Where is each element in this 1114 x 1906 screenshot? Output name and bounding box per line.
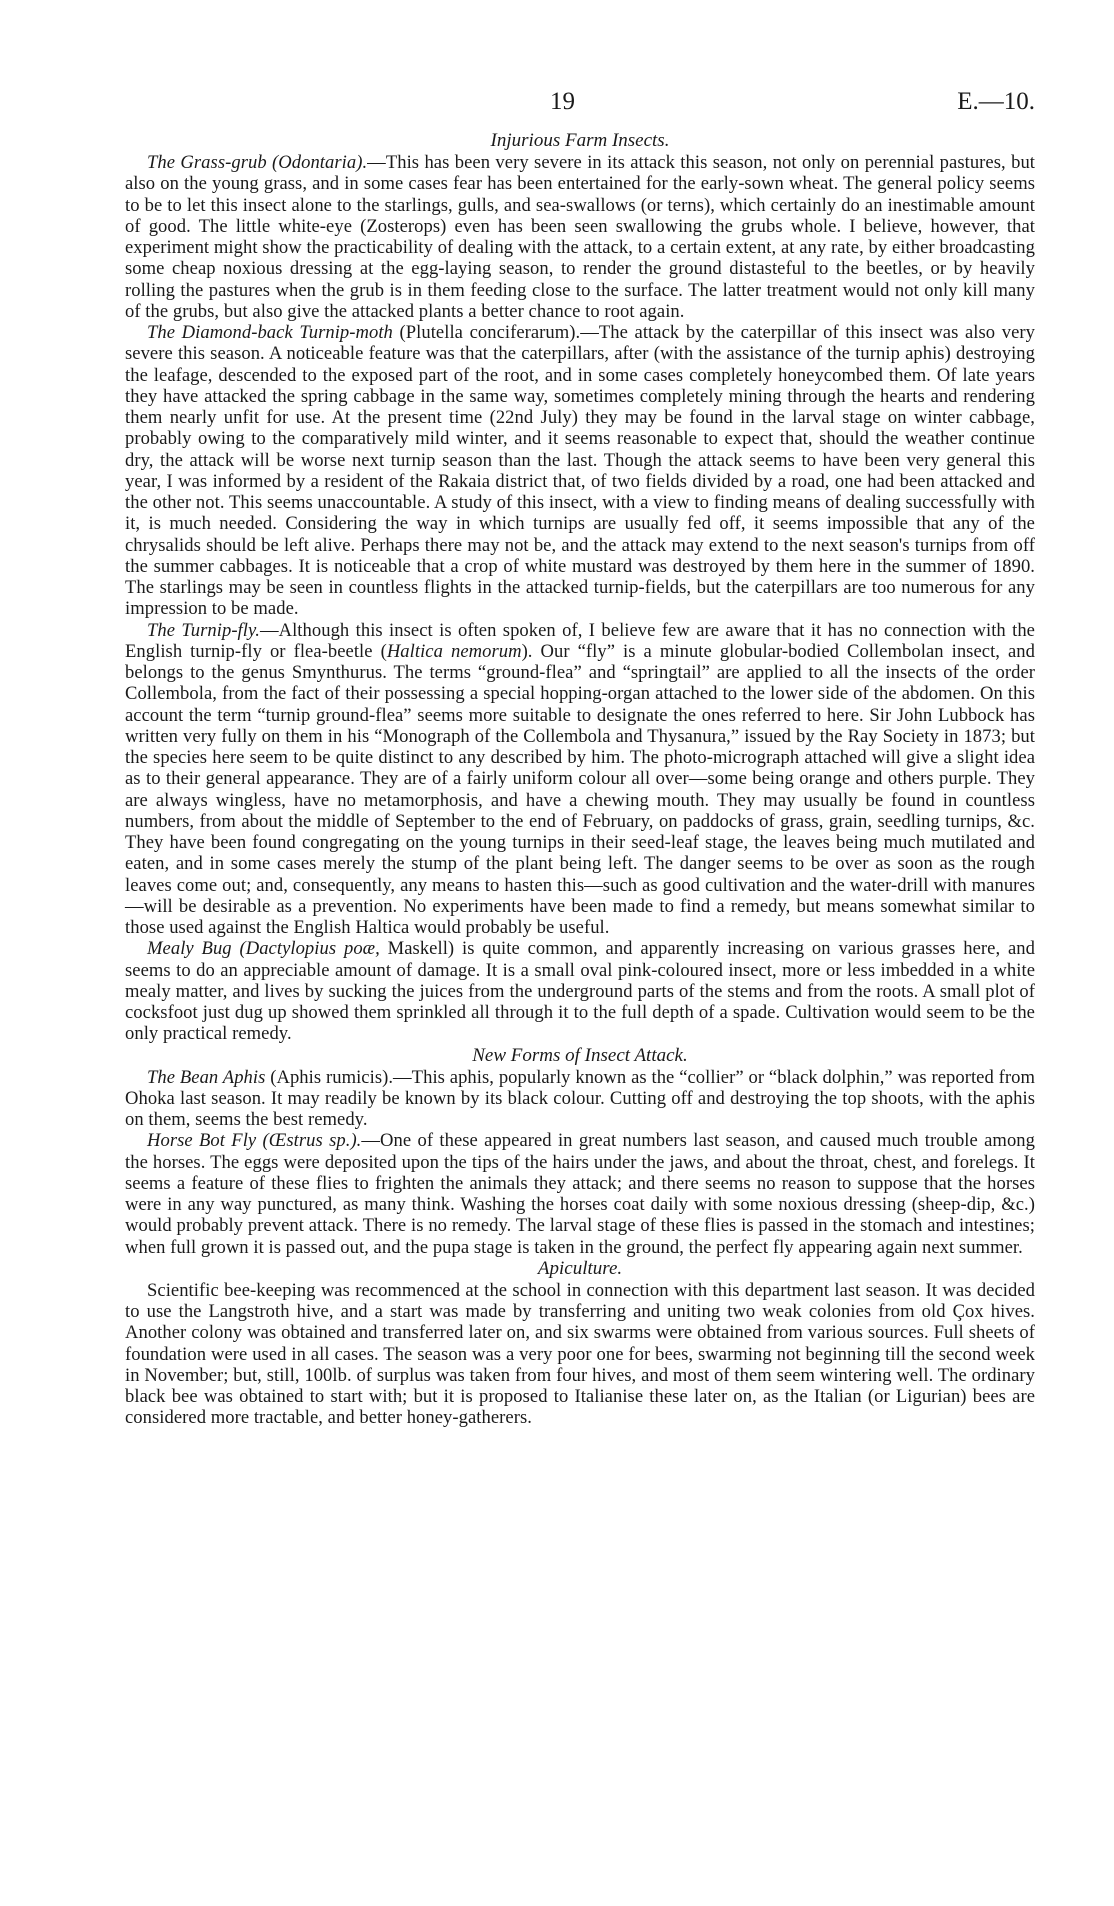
bot-fly-heading: Horse Bot Fly (Œstrus sp.).	[147, 1130, 362, 1152]
bot-fly-text: —One of these appeared in great numbers last season, and caused much trouble among the horses. The eggs were deposited upon the tips of the hairs under the jaws, and about the throat, chest, and forelegs. It seems a feature of these flies to frighten the animals they attack; and there seems no reason to suppose that the horses were in any way punctured, as many think. Washing the horses coat daily with some noxious dressing (sheep-dip, &c.) would probably prevent attack. There is no remedy. The larval stage of these flies is passed in the stomach and intestines; when full grown it is passed out, and the pupa stage is taken in the ground, the perfect fly appearing again next summer.	[125, 1130, 1035, 1258]
paragraph-grass-grub	[125, 152, 1035, 322]
diamond-back-text: (Plutella conciferarum).—The attack by the caterpillar of this insect was also very severe this season. A noticeable feature was that the caterpillars, after (with the assistance of the turnip aphis) destroying the leafage, descended to the exposed part of the root, and in some cases completely honeycombed them. Of late years they have attacked the spring cabbage in the same way, sometimes completely mining through the hearts and rendering them nearly unfit for use. At the present time (22nd July) they may be found in the larval stage on winter cabbage, probably owing to the comparatively mild winter, and it seems reasonable to expect that, should the weather continue dry, the attack will be worse next turnip season than the last. Though the attack seems to have been very general this year, I was informed by a resident of the Rakaia district that, of two fields divided by a road, one had been attacked and the other not. This seems unaccountable. A study of this insect, with a view to finding means of dealing successfully with it, is much needed. Considering the way in which turnips are usually fed off, it seems impossible that any of the chrysalids should be left alive. Perhaps there may not be, and the attack may extend to the next season's turnips from off the summer cabbages. It is noticeable that a crop of white mustard was destroyed by them here in the summer of 1890. The starlings may be seen in countless flights in the attacked turnip-fields, but the caterpillars are too numerous for any impression to be made.	[125, 322, 1035, 620]
section-title-new-forms: New Forms of Insect Attack.	[472, 1044, 688, 1066]
grass-grub-text: —This has been very severe in its attack this season, not only on perennial pastures, but also on the young grass, and in some cases fear has been entertained for the early-sown wheat. The general policy seems to be to let this insect alone to the starlings, gulls, and sea-swallows (or terns), which certainly do an inestimable amount of good. The little white-eye (Zosterops) even has been seen swallowing the grubs whole. I believe, however, that experiment might show the practicability of dealing with the attack, to a certain extent, at any rate, by either broadcasting some cheap noxious dressing at the egg-laying season, to render the ground distasteful to the beetles, or by heavily rolling the pastures when the grub is in them feeding close to the surface. The latter treatment would not only kill many of the grubs, but also give the attacked plants a better chance to root again.	[125, 152, 1036, 322]
paragraph-bean-aphis	[125, 1067, 1035, 1131]
section-title-injurious-insects: Injurious Farm Insects.	[490, 130, 670, 151]
paragraph-apiculture: Scientific bee-keeping was recommenced at the school in connection with this department last season. It was decided to use the Langstroth hive, and a start was made by transferring and uniting two weak colonies from old Çox hives. Another colony was obtained and transferred later on, and six swarms were obtained from various sources. Full sheets of foundation were used in all cases. The season was a very poor one for bees, swarming not beginning till the second week in November; but, still, 100lb. of surplus was taken from four hives, and most of them seem wintering well. The ordinary black bee was obtained to start with; but it is proposed to Italianise these later on, as the Italian (or Ligurian) bees are considered more tractable, and better honey-gatherers.	[125, 1279, 1035, 1429]
grass-grub-heading: The Grass-grub (Odontaria).	[147, 152, 368, 173]
turnip-fly-species: Haltica nemorum	[386, 640, 522, 662]
mealy-bug-heading: Mealy Bug (Dactylopius poæ,	[147, 938, 380, 960]
paragraph-turnip-fly	[125, 620, 1035, 939]
turnip-fly-text-part1: —Although this insect is often spoken of, I believe few are aware that it has no connection with the English turnip-fly or flea-beetle (	[125, 619, 1035, 662]
page-header	[125, 88, 1035, 130]
paragraph-horse-bot-fly	[125, 1130, 1035, 1258]
page-number: 19	[550, 88, 575, 115]
bean-aphis-text: (Aphis rumicis).—This aphis, popularly known as the “collier” or “black dolphin,” was reported from Ohoka last season. It may readily be known by its black colour. Cutting off and destroying the top shoots, with the aphis on them, seems the best remedy.	[125, 1066, 1035, 1130]
turnip-fly-heading: The Turnip-fly.	[147, 619, 260, 641]
diamond-back-heading: The Diamond-back Turnip-moth	[147, 322, 393, 343]
turnip-fly-text-part2: ). Our “fly” is a minute globular-bodied Collembolan insect, and belongs to the genus Smynthurus. The terms “ground-flea” and “springtail” are applied to all the insects of the order Collembola, from the fact of their possessing a special hopping-organ attached to the lower side of the abdomen. On this account the term “turnip ground-flea” seems more suitable to designate the ones referred to here. Sir John Lubbock has written very fully on them in his “Monograph of the Collembola and Thysanura,” issued by the Ray Society in 1873; but the species here seem to be quite distinct to any described by him. The photo-micrograph attached will give a slight idea as to their general appearance. They are of a fairly uniform colour all over—some being orange and others purple. They are always wingless, have no metamorphosis, and have a chewing mouth. They may usually be found in countless numbers, from about the middle of September to the end of February, on paddocks of grass, grain, seedling turnips, &c. They have been found congregating on the young turnips in their seed-leaf stage, the leaves being much mutilated and eaten, and in some cases merely the stump of the plant being left. The danger seems to be over as soon as the rough leaves come out; and, consequently, any means to hasten this—such as good cultivation and the water-drill with manures—will be desirable as a prevention. No experiments have been made to find a remedy, but means somewhat similar to those used against the English Haltica would probably be useful.	[125, 640, 1036, 938]
paragraph-mealy-bug	[125, 938, 1035, 1044]
bean-aphis-heading: The Bean Aphis	[147, 1066, 266, 1088]
section-title-apiculture: Apiculture.	[537, 1257, 623, 1279]
mealy-bug-text: Maskell) is quite common, and apparently increasing on various grasses here, and seems to do an appreciable amount of damage. It is a small oval pink-coloured insect, more or less imbedded in a white mealy matter, and lives by sucking the juices from the underground parts of the stems and from the roots. A small plot of cocksfoot just dug up showed them sprinkled all through it to the full depth of a spade. Cultivation would seem to be the only practical remedy.	[125, 938, 1035, 1045]
document-page	[125, 88, 1035, 1429]
paragraph-diamond-back-moth	[125, 322, 1035, 620]
document-reference: E.—10.	[957, 88, 1035, 115]
